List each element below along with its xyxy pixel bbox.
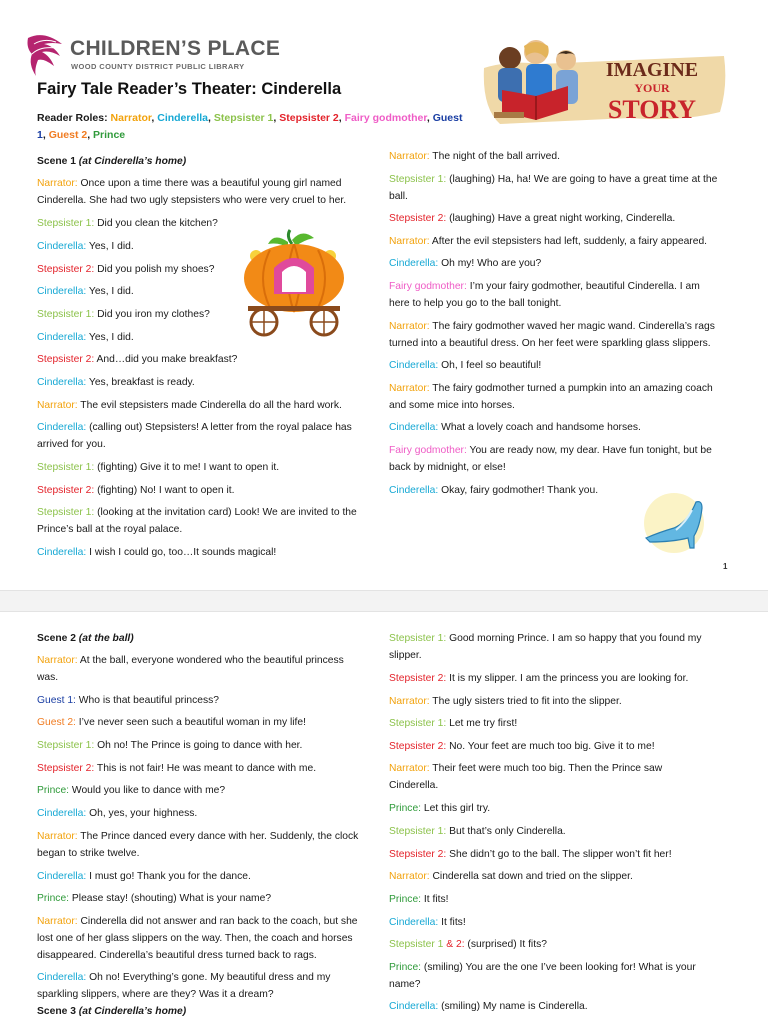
speaker-label: Narrator:: [37, 916, 78, 927]
script-line: [37, 504, 382, 521]
speaker-label: Stepsister 2:: [389, 213, 447, 224]
script-line: [389, 760, 734, 777]
dialogue-text: Who is that beautiful princess?: [75, 695, 220, 706]
dialogue-text: (looking at the invitation card) Look! We are invited to the: [94, 507, 357, 518]
script-line: [389, 419, 734, 436]
dialogue-text: The evil stepsisters made Cinderella do all the hard work.: [77, 400, 342, 411]
scene-heading: [37, 1003, 382, 1020]
script-line: [37, 947, 382, 964]
script-line: [37, 737, 382, 754]
script-line: [389, 357, 734, 374]
speaker-label: Stepsister 1:: [37, 462, 95, 473]
speaker-label: Cinderella:: [37, 808, 87, 819]
script-line: [37, 969, 382, 986]
dialogue-text: I’m your fairy godmother, beautiful Cinderella. I am: [466, 281, 700, 292]
script-line: [37, 890, 382, 907]
script-line: [389, 715, 734, 732]
script-line: [37, 692, 382, 709]
dialogue-text: (calling out) Stepsisters! A letter from the royal palace has: [86, 422, 352, 433]
dialogue-text: The night of the ball arrived.: [429, 151, 560, 162]
dialogue-text: Yes, I did.: [86, 286, 134, 297]
speaker-label: Stepsister 2:: [37, 485, 95, 496]
script-line: [389, 823, 734, 840]
script-line: [389, 976, 734, 993]
speaker-label: Stepsister 1:: [389, 826, 447, 837]
dialogue-text: Did you clean the kitchen?: [94, 218, 218, 229]
dialogue-text: Oh, I feel so beautiful!: [438, 360, 542, 371]
reader-roles: [37, 110, 467, 144]
script-line: [389, 188, 734, 205]
speaker-label: Prince:: [389, 962, 422, 973]
speaker-label: Narrator:: [37, 831, 78, 842]
library-logo: [26, 30, 286, 80]
speaker-label: Narrator:: [389, 763, 430, 774]
dialogue-text: And…did you make breakfast?: [94, 354, 238, 365]
script-line: [389, 148, 734, 165]
script-line: [389, 647, 734, 664]
script-line: [389, 255, 734, 272]
role-name: Cinderella: [157, 112, 209, 124]
script-line: [389, 335, 734, 352]
dialogue-text: At the ball, everyone wondered who the beautiful princess: [77, 655, 344, 666]
speaker-label: Fairy godmother:: [389, 445, 467, 456]
speaker-label: Prince:: [37, 893, 70, 904]
script-line: [389, 670, 734, 687]
dialogue-text: Oh no! The Prince is going to dance with her.: [94, 740, 303, 751]
banner-your: YOUR: [634, 81, 670, 95]
script-line: [389, 914, 734, 931]
speaker-label: Cinderella:: [37, 422, 87, 433]
glass-slipper-illustration: [636, 492, 712, 554]
speaker-label: Narrator:: [389, 871, 430, 882]
script-line: [389, 693, 734, 710]
script-line: [389, 777, 734, 794]
dialogue-text: She didn’t go to the ball. The slipper won’t fit her!: [446, 849, 672, 860]
speaker-label: Stepsister 1:: [37, 507, 95, 518]
script-line: [37, 669, 382, 686]
speaker-label: Prince:: [389, 894, 422, 905]
speaker-label: Cinderella:: [37, 286, 87, 297]
speaker-label: Cinderella:: [37, 547, 87, 558]
speaker-label: Narrator:: [389, 236, 430, 247]
dialogue-text: sparkling slippers, where are they? Was it a dream?: [37, 989, 274, 1000]
speaker-label: Cinderella:: [37, 332, 87, 343]
dialogue-text: I’ve never seen such a beautiful woman in my life!: [75, 717, 307, 728]
role-name: Prince: [93, 129, 126, 141]
script-line: [389, 738, 734, 755]
dialogue-text: (surprised) It fits?: [464, 939, 547, 950]
pumpkin-coach-illustration: [234, 226, 354, 338]
dialogue-text: disappeared. Cinderella’s beautiful dress turned back to rags.: [37, 950, 317, 961]
speaker-label: Stepsister 1:: [37, 309, 95, 320]
script-line: [37, 544, 382, 561]
logo-subtitle: WOOD COUNTY DISTRICT PUBLIC LIBRARY: [71, 62, 245, 71]
scene-number: Scene 3: [37, 1006, 79, 1017]
dialogue-text: (smiling) My name is Cinderella.: [438, 1001, 588, 1012]
script-line: [37, 521, 382, 538]
script-line: [389, 278, 734, 295]
dialogue-text: It fits!: [438, 917, 466, 928]
children-reading-illustration: [494, 40, 578, 120]
dialogue-text: (laughing) Ha, ha! We are going to have a great time at the: [446, 174, 718, 185]
speaker-label: Cinderella:: [389, 258, 439, 269]
script-line: [37, 374, 382, 391]
script-line: [37, 397, 382, 414]
dialogue-text: Once upon a time there was a beautiful young girl named: [77, 178, 342, 189]
script-line: [389, 959, 734, 976]
scene-setting: (at the ball): [78, 633, 134, 644]
role-separator: ,: [42, 129, 49, 141]
speaker-label: Cinderella:: [37, 241, 87, 252]
dialogue-text: Would you like to dance with me?: [69, 785, 226, 796]
speaker-label: Stepsister 1:: [389, 174, 447, 185]
speaker-label: Cinderella:: [389, 917, 439, 928]
script-line: [37, 782, 382, 799]
speaker-label: Stepsister 2:: [37, 763, 95, 774]
script-line: [389, 936, 734, 953]
script-line: [389, 998, 734, 1015]
dialogue-text: (fighting) Give it to me! I want to open it.: [94, 462, 280, 473]
speaker-label: Stepsister 1: [389, 939, 444, 950]
script-line: [389, 868, 734, 885]
script-line: [37, 459, 382, 476]
dialogue-text: ball.: [389, 191, 408, 202]
script-line: [37, 652, 382, 669]
dialogue-text: The Prince danced every dance with her. Suddenly, the clock: [77, 831, 359, 842]
script-line: [389, 233, 734, 250]
script-line: [389, 318, 734, 335]
dialogue-text: Cinderella. She had two ugly stepsisters who were very cruel to her.: [37, 195, 347, 206]
dialogue-text: I wish I could go, too…It sounds magical!: [86, 547, 277, 558]
speaker-label: Narrator:: [389, 321, 430, 332]
script-line: [389, 442, 734, 459]
script-line: [389, 380, 734, 397]
script-line: [389, 171, 734, 188]
role-separator: ,: [208, 112, 214, 124]
speaker-label: Stepsister 2:: [389, 849, 447, 860]
dialogue-text: began to strike twelve.: [37, 848, 140, 859]
role-separator: ,: [151, 112, 158, 124]
dialogue-text: (smiling) You are the one I’ve been looking for! What is your: [421, 962, 696, 973]
role-name: Narrator: [110, 112, 152, 124]
dialogue-text: Their feet were much too big. Then the Prince saw: [429, 763, 663, 774]
dialogue-text: arrived for you.: [37, 439, 106, 450]
role-separator: ,: [273, 112, 280, 124]
script-line: [37, 760, 382, 777]
scene-heading: [37, 153, 382, 170]
dialogue-text: Cinderella did not answer and ran back to the coach, but she: [77, 916, 358, 927]
speaker-label: Stepsister 2:: [37, 354, 95, 365]
script-line: [37, 868, 382, 885]
speaker-label: Cinderella:: [389, 485, 439, 496]
role-name: Guest 2: [48, 129, 88, 141]
speaker-label: Prince:: [37, 785, 70, 796]
speaker-label: Stepsister 1:: [37, 218, 95, 229]
script-line: [37, 805, 382, 822]
script-line: [37, 192, 382, 209]
script-line: [389, 800, 734, 817]
speaker-label: Narrator:: [37, 655, 78, 666]
speaker-label: Cinderella:: [37, 972, 87, 983]
script-line: [389, 397, 734, 414]
script-line: [389, 459, 734, 476]
scene-number: Scene 2: [37, 633, 79, 644]
dialogue-text: name?: [389, 979, 421, 990]
role-separator: ,: [87, 129, 94, 141]
speaker-label: Cinderella:: [389, 422, 439, 433]
speaker-label: Stepsister 2:: [389, 673, 447, 684]
dialogue-text: You are ready now, my dear. Have fun tonight, but be: [466, 445, 712, 456]
dialogue-text: back by midnight, or else!: [389, 462, 506, 473]
role-name: Fairy godmother: [344, 112, 427, 124]
script-line: [37, 714, 382, 731]
scene-number: Scene 1: [37, 156, 79, 167]
document-title: Fairy Tale Reader’s Theater: Cinderella: [37, 80, 342, 98]
dialogue-text: Yes, I did.: [86, 332, 134, 343]
script-line: [37, 436, 382, 453]
page-number: 1: [723, 562, 728, 571]
speaker-label: Stepsister 1:: [389, 718, 447, 729]
dialogue-text: Cinderella.: [389, 780, 439, 791]
dialogue-text: Oh my! Who are you?: [438, 258, 542, 269]
dialogue-text: Oh, yes, your highness.: [86, 808, 198, 819]
page-divider: [0, 590, 768, 612]
dialogue-text: I must go! Thank you for the dance.: [86, 871, 251, 882]
speaker-label: Stepsister 2:: [389, 741, 447, 752]
banner-imagine: IMAGINE: [605, 59, 699, 81]
dialogue-text: The ugly sisters tried to fit into the slipper.: [429, 696, 622, 707]
dialogue-text: It fits!: [421, 894, 449, 905]
speaker-label: Guest 1:: [37, 695, 76, 706]
dialogue-text: Yes, I did.: [86, 241, 134, 252]
speaker-label: Stepsister 1:: [389, 633, 447, 644]
script-line: [37, 930, 382, 947]
script-line: [389, 210, 734, 227]
dialogue-text: Oh no! Everything’s gone. My beautiful dress and my: [86, 972, 331, 983]
script-line: [37, 986, 382, 1003]
scene-heading: [37, 630, 382, 647]
feather-logo-icon: [26, 30, 66, 76]
dialogue-text: The fairy godmother turned a pumpkin into an amazing coach: [429, 383, 713, 394]
imagine-your-story-banner: [480, 38, 728, 130]
dialogue-text: Okay, fairy godmother! Thank you.: [438, 485, 599, 496]
dialogue-text: (laughing) Have a great night working, Cinderella.: [446, 213, 676, 224]
speaker-label: Guest 2:: [37, 717, 76, 728]
speaker-label: Narrator:: [37, 400, 78, 411]
dialogue-text: slipper.: [389, 650, 422, 661]
dialogue-text: here to help you go to the ball tonight.: [389, 298, 562, 309]
dialogue-text: Did you iron my clothes?: [94, 309, 210, 320]
script-line: [389, 846, 734, 863]
scene-setting: (at Cinderella’s home): [78, 156, 187, 167]
scene-setting: (at Cinderella’s home): [78, 1006, 187, 1017]
page-2: [0, 611, 768, 1024]
dialogue-text: The fairy godmother waved her magic wand. Cinderella’s rags: [429, 321, 715, 332]
dialogue-text: Did you polish my shoes?: [94, 264, 215, 275]
script-line: [37, 913, 382, 930]
dialogue-text: turned into a beautiful dress. On her feet were sparkling glass slippers.: [389, 338, 711, 349]
dialogue-text: Good morning Prince. I am so happy that you found my: [446, 633, 702, 644]
speaker-label: Cinderella:: [37, 871, 87, 882]
dialogue-text: Let this girl try.: [421, 803, 491, 814]
speaker-label: & 2:: [443, 939, 465, 950]
speaker-label: Stepsister 2:: [37, 264, 95, 275]
dialogue-text: was.: [37, 672, 59, 683]
role-separator: ,: [338, 112, 345, 124]
speaker-label: Cinderella:: [389, 360, 439, 371]
speaker-label: Cinderella:: [37, 377, 87, 388]
dialogue-text: Please stay! (shouting) What is your name?: [69, 893, 272, 904]
script-line: [389, 891, 734, 908]
dialogue-text: But that’s only Cinderella.: [446, 826, 566, 837]
script-line: [389, 630, 734, 647]
dialogue-text: Prince’s ball at the royal palace.: [37, 524, 183, 535]
script-line: [389, 295, 734, 312]
dialogue-text: After the evil stepsisters had left, suddenly, a fairy appeared.: [429, 236, 708, 247]
speaker-label: Cinderella:: [389, 1001, 439, 1012]
role-separator: ,: [426, 112, 433, 124]
script-line: [37, 482, 382, 499]
speaker-label: Narrator:: [389, 383, 430, 394]
speaker-label: Narrator:: [37, 178, 78, 189]
speaker-label: Fairy godmother:: [389, 281, 467, 292]
speaker-label: Prince:: [389, 803, 422, 814]
script-line: [37, 351, 382, 368]
role-name: Guest 1: [37, 112, 463, 141]
script-line: [37, 175, 382, 192]
dialogue-text: Cinderella sat down and tried on the slipper.: [429, 871, 633, 882]
role-name: Stepsister 1: [213, 112, 274, 124]
dialogue-text: It is my slipper. I am the princess you are looking for.: [446, 673, 689, 684]
logo-title: CHILDREN’S PLACE: [70, 37, 281, 60]
role-name: Stepsister 2: [279, 112, 339, 124]
dialogue-text: Let me try first!: [446, 718, 518, 729]
speaker-label: Stepsister 1:: [37, 740, 95, 751]
dialogue-text: and some mice into horses.: [389, 400, 515, 411]
dialogue-text: What a lovely coach and handsome horses.: [438, 422, 641, 433]
speaker-label: Narrator:: [389, 151, 430, 162]
dialogue-text: Yes, breakfast is ready.: [86, 377, 195, 388]
script-line: [37, 419, 382, 436]
dialogue-text: This is not fair! He was meant to dance with me.: [94, 763, 317, 774]
roles-label: Reader Roles:: [37, 112, 111, 124]
dialogue-text: lost one of her glass slippers on the way. Then, the coach and horses: [37, 933, 353, 944]
dialogue-text: (fighting) No! I want to open it.: [94, 485, 235, 496]
script-line: [37, 845, 382, 862]
banner-story: STORY: [607, 95, 697, 124]
dialogue-text: No. Your feet are much too big. Give it to me!: [446, 741, 655, 752]
speaker-label: Narrator:: [389, 696, 430, 707]
script-line: [37, 828, 382, 845]
